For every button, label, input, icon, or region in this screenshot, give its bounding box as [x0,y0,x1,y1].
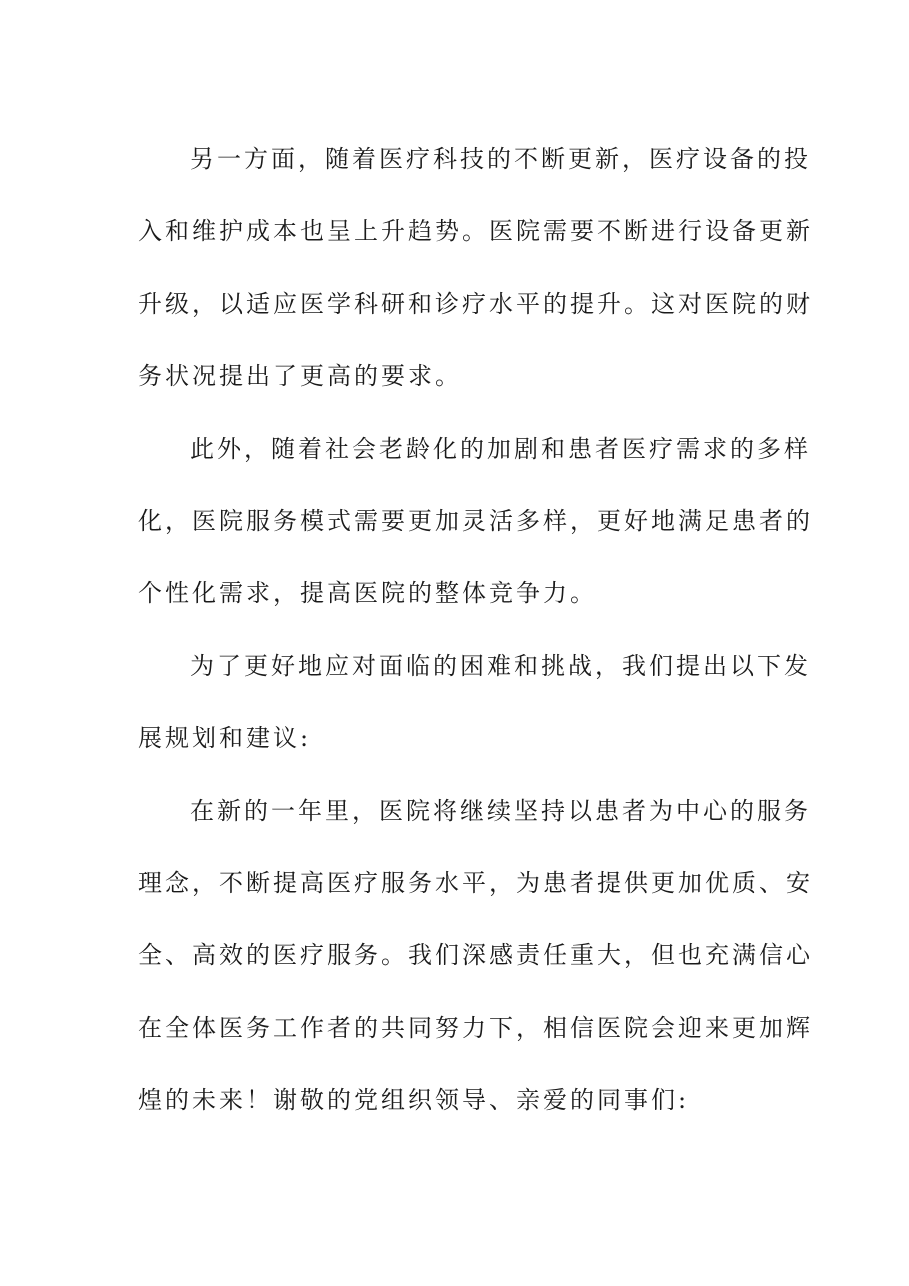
paragraph-2-line-2: 化，医院服务模式需要更加灵活多样，更好地满足患者的 [138,506,813,535]
paragraph-2-line-1: 此外，随着社会老龄化的加剧和患者医疗需求的多样 [190,434,811,463]
paragraph-1-line-2: 入和维护成本也呈上升趋势。医院需要不断进行设备更新 [138,217,813,246]
paragraph-4-line-4: 在全体医务工作者的共同努力下，相信医院会迎来更加辉 [138,1013,813,1042]
paragraph-1-line-1: 另一方面，随着医疗科技的不断更新，医疗设备的投 [190,145,811,173]
paragraph-4-line-2: 理念，不断提高医疗服务水平，为患者提供更加优质、安 [138,868,813,897]
paragraph-1-line-3: 升级，以适应医学科研和诊疗水平的提升。这对医院的财 [138,289,813,318]
paragraph-2-line-3: 个性化需求，提高医院的整体竞争力。 [138,579,597,608]
paragraph-4-line-1: 在新的一年里，医院将继续坚持以患者为中心的服务 [190,796,811,825]
paragraph-3-line-2: 展规划和建议: [138,724,312,753]
paragraph-4-line-3: 全、高效的医疗服务。我们深感责任重大，但也充满信心 [138,941,813,970]
paragraph-3-line-1: 为了更好地应对面临的困难和挑战，我们提出以下发 [190,651,811,680]
document-body [138,123,813,1136]
paragraph-4-line-5: 煌的未来！谢敬的党组织领导、亲爱的同事们: [138,1086,690,1115]
paragraph-1-line-4: 务状况提出了更高的要求。 [138,362,462,391]
